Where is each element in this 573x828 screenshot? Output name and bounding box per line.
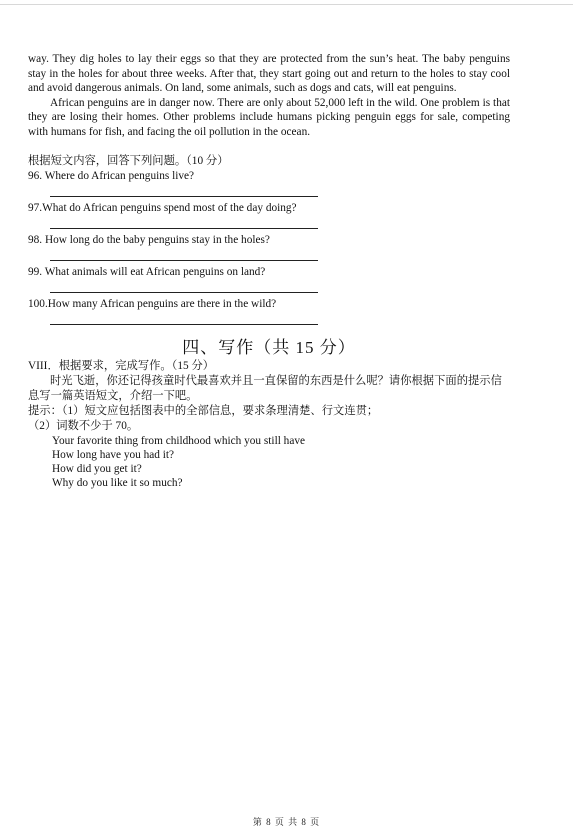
reading-task-instruction: 根据短文内容，回答下列问题。（10 分） <box>28 154 229 167</box>
writing-section-title: 四、写作（共 15 分） <box>182 337 356 357</box>
exam-page-content <box>28 52 510 490</box>
passage-paragraph-2: African penguins are in danger now. There are only about 52,000 left in the wild. One problem is that they are losing their homes. Other problems include humans picking penguin eggs for sale, competing with humans for fish, and facing the oil pollution in the ocean. <box>28 96 510 138</box>
writing-prompt-list <box>28 434 510 490</box>
question-97: 97.What do African penguins spend most of the day doing? <box>28 201 297 214</box>
prompt-how-long: How long have you had it? <box>52 448 175 461</box>
question-96: 96. Where do African penguins live? <box>28 169 195 182</box>
writing-tip-1: 提示：（1）短文应包括图表中的全部信息，要求条理清楚、行文连贯； <box>28 404 379 417</box>
writing-intro: 时光飞逝，你还记得孩童时代最喜欢并且一直保留的东西是什么呢？请你根据下面的提示信息写一篇英语短文，介绍一下吧。 <box>28 374 502 402</box>
writing-tip-2: （2）词数不少于 70。 <box>28 419 139 432</box>
question-98: 98. How long do the baby penguins stay in the holes? <box>28 233 270 246</box>
question-99: 99. What animals will eat African penguins on land? <box>28 265 266 278</box>
prompt-why-like: Why do you like it so much? <box>52 476 183 489</box>
page-number-footer: 第 8 页 共 8 页 <box>252 817 321 827</box>
prompt-favorite-thing: Your favorite thing from childhood which you still have <box>52 434 305 447</box>
question-100: 100.How many African penguins are there in the wild? <box>28 297 277 310</box>
writing-heading: VIII．根据要求，完成写作。（15 分） <box>28 359 215 372</box>
page-top-border <box>0 4 573 5</box>
question-list <box>28 169 510 325</box>
passage-paragraph-1: way. They dig holes to lay their eggs so that they are protected from the sun’s heat. The baby penguins stay in the holes for about three weeks. After that, they start going out and return to the holes to stay cool and avoid dangerous animals. On land, some animals, such as dogs and cats, will eat penguins. <box>28 53 510 95</box>
prompt-how-got: How did you get it? <box>52 462 142 475</box>
